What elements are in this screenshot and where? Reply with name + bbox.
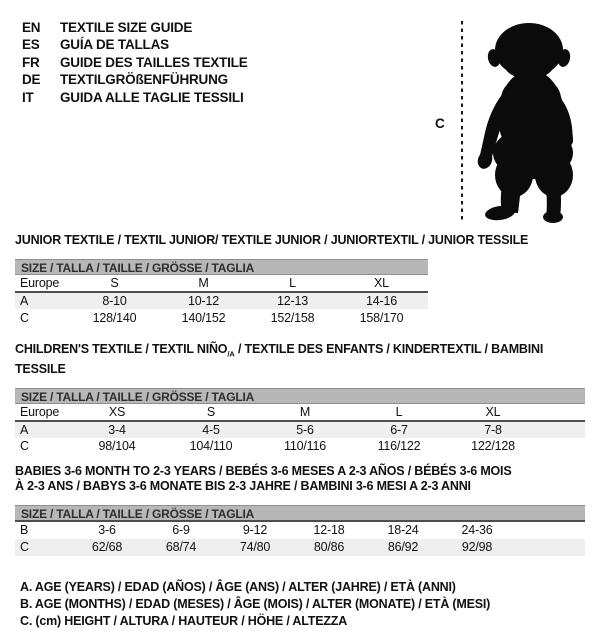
legend-line: A. AGE (YEARS) / EDAD (AÑOS) / ÂGE (ANS) / ALTER (JAHRE) / ETÀ (ANNI)	[20, 579, 456, 594]
size-cell: 14-16	[337, 292, 426, 309]
row-label: B	[20, 523, 29, 537]
size-cell: 5-6	[258, 421, 352, 438]
size-cell: 7-8	[446, 421, 540, 438]
size-table	[15, 404, 585, 455]
row-label: A	[15, 292, 70, 309]
size-table-section	[15, 342, 585, 455]
size-cell: 4-5	[164, 421, 258, 438]
language-code: ES	[22, 37, 40, 53]
table-row	[15, 309, 428, 326]
language-title: GUIDA ALLE TAGLIE TESSILI	[60, 89, 244, 105]
size-cell: 152/158	[270, 310, 315, 325]
size-cell: S	[110, 276, 119, 290]
size-cell: 8-10	[70, 292, 159, 309]
size-cell: 3-4	[70, 421, 164, 438]
title-text: BABIES 3-6 MONTH TO 2-3 YEARS / BEBÉS 3-6 MESES A 2-3 AÑOS / BÉBÉS 3-6 MOIS À 2-3 ANS / BABYS 3-6 MONATE BIS 2-3 JAHRE / BAMBINI 3-6 MESI A 2-3 ANNI	[15, 463, 512, 493]
height-dashed-line	[461, 21, 463, 221]
size-cell: 98/104	[98, 439, 136, 453]
size-cell: 80/86	[292, 539, 366, 556]
size-cell: 122/128	[471, 439, 515, 453]
size-cell: 116/122	[377, 439, 421, 453]
filler-cell	[540, 421, 585, 438]
size-cell: M	[299, 404, 311, 419]
size-cell: 18-24	[387, 523, 419, 537]
title-text: / TEXTILE DES ENFANTS / KINDERTEXTIL / BAMBINI TESSILE	[15, 342, 544, 376]
language-code: FR	[22, 54, 40, 70]
size-table-section	[15, 464, 585, 556]
language-code: DE	[22, 72, 41, 88]
size-cell: 10-12	[159, 292, 248, 309]
table-row	[15, 438, 585, 455]
size-header-bar: SIZE / TALLA / TAILLE / GRÖSSE / TAGLIA	[15, 388, 585, 404]
legend-line: C. (cm) HEIGHT / ALTURA / HAUTEUR / HÖHE / ALTEZZA	[20, 614, 348, 629]
table-row	[15, 522, 585, 539]
height-figure	[435, 19, 585, 224]
title-text: JUNIOR TEXTILE / TEXTIL JUNIOR/ TEXTILE JUNIOR / JUNIORTEXTIL / JUNIOR TESSILE	[15, 233, 529, 247]
filler-cell	[426, 275, 428, 292]
language-code: IT	[22, 89, 34, 105]
row-label: C	[20, 310, 29, 325]
row-label: C	[20, 439, 29, 453]
table-row	[15, 292, 428, 309]
size-cell: 6-7	[352, 421, 446, 438]
size-cell: XS	[108, 404, 126, 419]
baby-silhouette-icon	[475, 19, 585, 224]
size-cell: XL	[374, 276, 389, 290]
size-cell: 6-9	[172, 523, 190, 537]
size-cell: L	[289, 276, 296, 290]
legend-line: B. AGE (MONTHS) / EDAD (MESES) / ÂGE (MOIS) / ALTER (MONATE) / ETÀ (MESI)	[20, 596, 491, 611]
table-title	[15, 464, 515, 494]
table-title	[15, 342, 585, 377]
size-cell: 140/152	[181, 310, 226, 325]
size-cell: 24-36	[461, 523, 493, 537]
size-cell: 3-6	[98, 523, 116, 537]
size-table	[15, 522, 585, 556]
size-cell: 12-18	[313, 523, 345, 537]
size-cell: 158/170	[359, 310, 404, 325]
row-label: A	[15, 421, 70, 438]
filler-cell	[426, 292, 428, 309]
language-title: TEXTILGRÖßENFÜHRUNG	[60, 72, 228, 88]
size-cell: 110/116	[284, 439, 326, 453]
size-cell: 9-12	[242, 523, 268, 537]
tables-area	[15, 233, 585, 556]
size-cell: 86/92	[366, 539, 440, 556]
size-header-bar: SIZE / TALLA / TAILLE / GRÖSSE / TAGLIA	[15, 259, 428, 275]
language-title: GUIDE DES TAILLES TEXTILE	[60, 54, 248, 70]
size-header-bar: SIZE / TALLA / TAILLE / GRÖSSE / TAGLIA	[15, 505, 585, 522]
size-cell: M	[198, 276, 209, 290]
row-label: Europe	[20, 276, 60, 290]
table-row	[15, 404, 585, 421]
row-label: C	[15, 539, 70, 556]
row-label: Europe	[20, 404, 60, 419]
size-cell: S	[206, 404, 216, 419]
size-cell: 74/80	[218, 539, 292, 556]
size-cell: 104/110	[189, 439, 233, 453]
language-title: GUÍA DE TALLAS	[60, 37, 169, 53]
table-row	[15, 275, 428, 292]
table-row	[15, 421, 585, 438]
size-cell: 12-13	[248, 292, 337, 309]
size-cell: 92/98	[440, 539, 514, 556]
size-cell: L	[395, 404, 403, 419]
filler-cell	[514, 522, 585, 539]
language-title: TEXTILE SIZE GUIDE	[60, 20, 193, 35]
height-measure-label: C	[435, 116, 445, 131]
header-section	[15, 19, 585, 226]
language-code: EN	[22, 20, 41, 35]
size-table-section	[15, 233, 585, 326]
filler-cell	[426, 309, 428, 326]
size-cell: XL	[485, 404, 501, 419]
table-row	[15, 539, 585, 556]
filler-cell	[540, 404, 585, 421]
filler-cell	[514, 539, 585, 556]
size-cell: 68/74	[144, 539, 218, 556]
table-title	[15, 233, 585, 248]
size-cell: 62/68	[70, 539, 144, 556]
title-text: CHILDREN'S TEXTILE / TEXTIL NIÑO	[15, 342, 228, 356]
size-cell: 128/140	[92, 310, 137, 325]
size-table	[15, 275, 428, 326]
title-subscript: /A	[227, 349, 235, 359]
legend	[20, 579, 585, 631]
filler-cell	[540, 438, 585, 455]
